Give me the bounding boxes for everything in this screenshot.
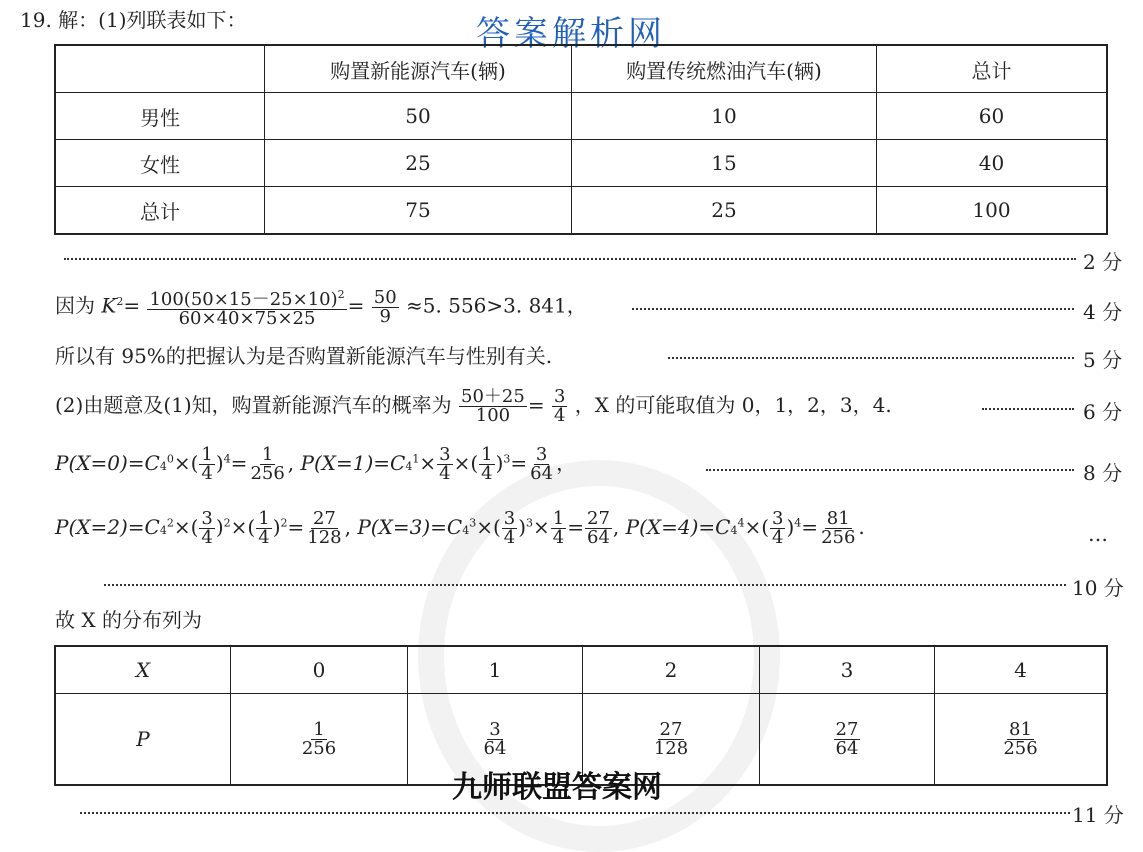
dotted-leader <box>632 308 1074 310</box>
k2-main-fraction: $\frac{100(50\times 15-25\times 10)^2}{60\times 40\times 75\times 25}$ <box>149 288 345 329</box>
k2-simplified-fraction <box>372 286 399 327</box>
table-cell <box>760 694 935 786</box>
probability-fraction <box>459 388 527 425</box>
table-cell: 男性 <box>55 93 265 140</box>
score-label: 4 分 <box>1083 300 1123 324</box>
p2-label: P(X=2)=C <box>55 515 160 539</box>
score-label: 11 分 <box>1072 803 1124 827</box>
distribution-intro: 故 X 的分布列为 <box>55 608 202 632</box>
fraction-numerator: 1 <box>313 718 325 740</box>
table-cell: 75 <box>265 187 572 235</box>
table-cell: 40 <box>877 140 1108 187</box>
k2-tail: ≈5. 556>3. 841， <box>406 293 587 318</box>
table-cell: 25 <box>265 140 572 187</box>
k2-denominator: 60×40×75×25 <box>178 308 316 329</box>
k2-numerator: 100(50×15－25×10) <box>149 289 338 310</box>
table-cell: 100 <box>877 187 1108 235</box>
table-cell: 女性 <box>55 140 265 187</box>
k2-formula-line: 因为 $K^2=$ $\frac{100(50\times 15-25\times 10)^2}{60\times 40\times 75\times 25}$ = $\frac{50}{9}$ ≈5. 556>3. 841， <box>55 286 587 329</box>
score-label: 8 分 <box>1083 461 1123 485</box>
table-cell: 25 <box>572 187 877 235</box>
k2-simplified-den: 9 <box>379 305 391 327</box>
table-cell: 总计 <box>55 187 265 235</box>
fraction-denominator: 64 <box>835 737 859 759</box>
table-header-cell: 购置新能源汽车(辆) <box>265 45 572 93</box>
dotted-leader <box>982 408 1074 410</box>
table-header-row <box>55 45 1107 93</box>
p2-p3-p4-line: $P(X=2)=C4^2\times$( $\frac{3}{4}$ )$^2$×( $\frac{1}{4}$ )$^2$= $\frac{27}{128}$ , $P(X=3)=C4^3\times$( $\frac{3}{4}$ )$^3$× $\frac{1}{4}$ = $\frac{27}{64}$ , $P(X=4)=C4^4\times$( $\frac{3}{4}$ )$^4$= $\frac{81}{256}$ . <box>55 508 865 548</box>
table-cell <box>935 694 1108 786</box>
p0-label: P(X=0)=C <box>55 451 160 475</box>
score-label: 6 分 <box>1083 400 1123 424</box>
fraction-numerator: 3 <box>553 386 566 407</box>
table-header-cell: 购置传统燃油汽车(辆) <box>572 45 877 93</box>
fraction-numerator: 27 <box>835 718 859 740</box>
table-cell: 4 <box>935 646 1108 694</box>
table-row <box>55 187 1107 235</box>
table-cell: 2 <box>583 646 760 694</box>
watermark-bottom: 九师联盟答案网 <box>452 770 662 805</box>
table-cell <box>231 694 408 786</box>
table-cell: 15 <box>572 140 877 187</box>
p1-label: P(X=1)=C <box>300 451 406 475</box>
table-cell: 60 <box>877 93 1108 140</box>
fraction-numerator: 50＋25 <box>461 386 525 407</box>
dotted-leader <box>80 812 1070 814</box>
table-cell: 0 <box>231 646 408 694</box>
table-row <box>55 140 1107 187</box>
table-header-cell <box>55 45 265 93</box>
fraction-denominator: 256 <box>1003 737 1038 759</box>
score-label: 2 分 <box>1083 250 1123 274</box>
fraction-denominator: 256 <box>301 737 337 759</box>
dotted-leader <box>104 584 1066 586</box>
conclusion-line: 所以有 95%的把握认为是否购置新能源汽车与性别有关. <box>55 344 553 368</box>
table-header-cell: 总计 <box>877 45 1108 93</box>
k2-exponent: 2 <box>116 294 124 308</box>
k2-symbol: K <box>101 293 117 318</box>
fraction-numerator: 3 <box>489 718 501 740</box>
table-cell: 10 <box>572 93 877 140</box>
dotted-leader <box>668 357 1074 359</box>
fraction-numerator: 27 <box>659 718 683 740</box>
score-label: 5 分 <box>1083 348 1123 372</box>
fraction-denominator: 4 <box>553 405 566 426</box>
table-header-cell: P <box>55 694 231 786</box>
ellipsis: … <box>1088 522 1108 546</box>
p3-label: P(X=3)=C <box>357 515 463 539</box>
dotted-leader <box>64 258 1076 260</box>
problem-label: 19. 解：(1)列联表如下： <box>20 8 247 32</box>
fraction-denominator: 100 <box>475 405 511 426</box>
watermark-top: 答案解析网 <box>476 14 666 54</box>
table-cell: 1 <box>408 646 583 694</box>
k2-simplified-num: 50 <box>373 286 397 308</box>
table-row <box>55 646 1107 694</box>
table-header-cell: X <box>55 646 231 694</box>
score-label: 10 分 <box>1072 576 1124 600</box>
table-row <box>55 93 1107 140</box>
p4-label: P(X=4)=C <box>625 515 731 539</box>
table-cell: 50 <box>265 93 572 140</box>
part2-line: (2)由题意及(1)知，购置新能源汽车的概率为 $\frac{50+25}{100}$ = $\frac{3}{4}$ ，X 的可能取值为 0，1，2，3，4. <box>55 386 892 426</box>
part2-post: ，X 的可能取值为 0，1，2，3，4. <box>574 393 892 417</box>
dotted-leader <box>706 469 1074 471</box>
part2-pre: (2)由题意及(1)知，购置新能源汽车的概率为 <box>55 393 452 417</box>
fraction-denominator: 128 <box>653 737 689 759</box>
contingency-table <box>54 44 1108 235</box>
p0-p1-line: $P(X=0)=C4^0\times$( $\frac{1}{4}$ )$^4$= $\frac{1}{256}$ , $P(X=1)=C4^1\times$ $\frac{3}{4}$ ×( $\frac{1}{4}$ )$^3$= $\frac{3}{64}$ ， <box>55 444 577 484</box>
table-cell: 3 <box>760 646 935 694</box>
fraction-denominator: 64 <box>483 737 507 759</box>
fraction-numerator: 81 <box>1009 718 1032 740</box>
probability-simplified <box>552 388 567 425</box>
k2-prefix: 因为 <box>55 293 95 318</box>
